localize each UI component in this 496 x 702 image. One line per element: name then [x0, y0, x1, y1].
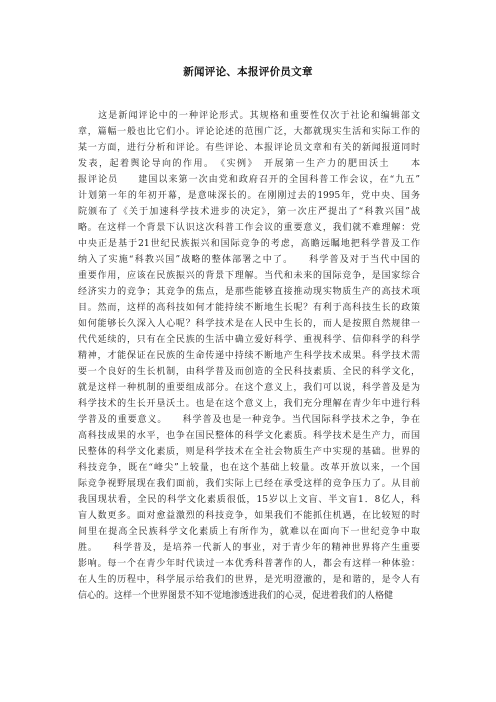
- paragraph-line: 略。在这样一个背景下认识这次科普工作会议的重要意义，我们就不难理解：党: [78, 223, 420, 233]
- paragraph-line: 纳入了实施“科教兴国”战略的整体部署之中了。 科学普及对于当代中国的: [78, 255, 420, 265]
- paragraph-line: 影响。每一个在青少年时代读过一本优秀科普著作的人，都会有这样一种体验：: [78, 559, 420, 569]
- paragraph-line: 中央正是基于21世纪民族振兴和国际竞争的考虑，高瞻远瞩地把科学普及工作: [78, 239, 420, 249]
- paragraph-line: 重要作用，应该在民族振兴的背景下理解。当代和未来的国际竞争，是国家综合: [78, 271, 420, 281]
- paragraph-line: 发表，起着舆论导向的作用。 《实例》 开展第一生产力的肥田沃土 本: [78, 159, 420, 169]
- document-body: [78, 108, 420, 604]
- paragraph-line: 就是这样一种机制的重要组成部分。在这个意义上，我们可以说，科学普及是为: [78, 383, 420, 393]
- paragraph-line: 在人生的历程中，科学展示给我们的世界，是光明澄澈的，是和谐的，是令人有: [78, 575, 420, 585]
- paragraph-line: 盲人数更多。面对愈益激烈的科技竞争，如果我们不能抓住机遇，在比较短的时: [78, 511, 420, 521]
- paragraph-line: 如何能够长久深入人心呢？科学技术是在人民中生长的，而人是按照自然规律一: [78, 319, 420, 329]
- paragraph-line: 目。然而，这样的高科技如何才能持续不断地生长呢？有利于高科技生长的政策: [78, 303, 420, 313]
- paragraph-line: 精神，才能保证在民族的生命传递中持续不断地产生科学技术成果。科学技术需: [78, 351, 420, 361]
- paragraph-line: 高科技成果的水平，也争在国民整体的科学文化素质。科学技术是生产力，而国: [78, 431, 420, 441]
- paragraph-line: 信心的。这样一个世界图景不知不觉地渗透进我们的心灵，促进着我们的人格健: [78, 591, 394, 601]
- paragraph-line: 胜。 科学普及，是培养一代新人的事业，对于青少年的精神世界将产生重要: [78, 543, 420, 553]
- paragraph-line: 代代延续的，只有在全民族的生活中确立爱好科学、重视科学、信仰科学的科学: [78, 335, 420, 345]
- paragraph-line: 章，篇幅一般也比它们小。评论论述的范围广泛，大都就现实生活和实际工作的: [78, 127, 420, 137]
- paragraph-line: 科技竞争，既在“峰尖”上较量，也在这个基础上较量。改革开放以来，一个国: [78, 463, 420, 473]
- paragraph-line: 际竞争视野展现在我们面前，我们实际上已经在承受这样的竞争压力了。从目前: [78, 479, 420, 489]
- paragraph-line: 报评论员 建国以来第一次由党和政府召开的全国科普工作会议，在“九五”: [78, 175, 420, 185]
- paragraph-line: 经济实力的竞争；其竞争的焦点，是那些能够直接推动现实物质生产的高技术项: [78, 287, 420, 297]
- paragraph-line: 院颁布了《关于加速科学技术进步的决定》，第一次庄严提出了“科教兴国”战: [78, 207, 420, 217]
- paragraph-line: 某一方面，进行分析和评论。有些评论、本报评论员文章和有关的新闻报道同时: [78, 143, 420, 153]
- paragraph-line: 学普及的重要意义。 科学普及也是一种竞争。当代国际科学技术之争，争在: [78, 415, 420, 425]
- paragraph-line: 这是新闻评论中的一种评论形式。其规格和重要性仅次于社论和编辑部文: [78, 111, 420, 121]
- paragraph-line: 要一个良好的生长机制，由科学普及而创造的全民科技素质、全民的科学文化，: [78, 367, 420, 377]
- paragraph-line: 计划第一年的年初开幕，是意味深长的。在刚刚过去的1995年，党中央、国务: [78, 191, 420, 201]
- paragraph-line: 间里在提高全民族科学文化素质上有所作为，就难以在面向下一世纪竞争中取: [78, 527, 420, 537]
- paragraph-line: 我国现状看，全民的科学文化素质很低，15岁以上文盲、半文盲1．8亿人，科: [78, 495, 420, 505]
- paragraph-line: 民整体的科学文化素质，则是科学技术在全社会物质生产中实现的基础。世界的: [78, 447, 420, 457]
- document-title: 新闻评论、本报评价员文章: [183, 66, 313, 78]
- paragraph-line: 科学技术的生长开垦沃土。也是在这个意义上，我们充分理解在青少年中进行科: [78, 399, 420, 409]
